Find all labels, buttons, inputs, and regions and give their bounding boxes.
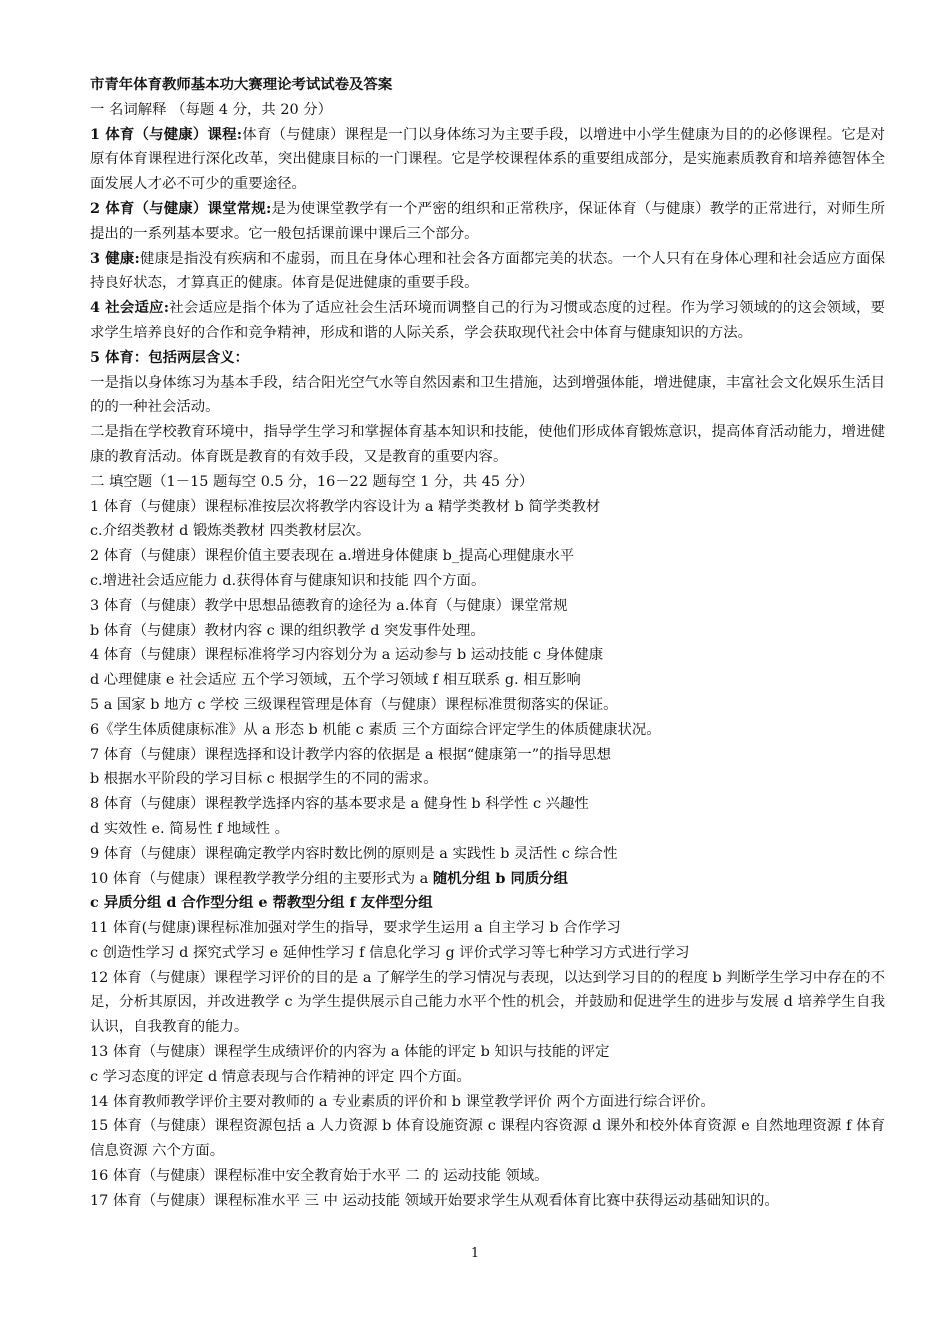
- definition-text: 健康是指没有疾病和不虚弱，而且在身体心理和社会各方面都完美的状态。一个人只有在身体心理和社会适应方面保持良好状态，才算真正的健康。体育是促进健康的重要手段。: [90, 250, 885, 292]
- question-10-prompt: 10 体育（与健康）课程教学教学分组的主要形式为 a: [90, 870, 433, 887]
- question-3-line-1: 3 体育（与健康）教学中思想品德教育的途径为 a.体育（与健康）课堂常规: [90, 597, 568, 614]
- question-7-line-1: 7 体育（与健康）课程选择和设计教学内容的依据是 a 根据“健康第一”的指导思想: [90, 746, 612, 763]
- definition-3: [90, 247, 885, 297]
- question-2-line-1: 2 体育（与健康）课程价值主要表现在 a.增进身体健康 b_提高心理健康水平: [90, 548, 575, 565]
- document-page: [90, 73, 885, 1214]
- question-8-line-2: d 实效性 e. 简易性 f 地域性 。: [90, 820, 289, 837]
- question-6: 6《学生体质健康标准》从 a 形态 b 机能 c 素质 三个方面综合评定学生的体质健康状况。: [90, 721, 661, 738]
- definition-1: [90, 123, 885, 197]
- question-10-line-2: c 异质分组 d 合作型分组 e 帮教型分组 f 友伴型分组: [90, 894, 433, 912]
- question-7-line-2: b 根据水平阶段的学习目标 c 根据学生的不同的需求。: [90, 771, 438, 788]
- question-15: 15 体育（与健康）课程资源包括 a 人力资源 b 体育设施资源 c 课程内容资源 d 课外和校外体育资源 e 自然地理资源 f 体育信息资源 六个方面。: [90, 1118, 885, 1160]
- question-3-line-2: b 体育（与健康）教材内容 c 课的组织教学 d 突发事件处理。: [90, 622, 485, 639]
- question-1-line-2: c.介绍类教材 d 锻炼类教材 四类教材层次。: [90, 523, 371, 540]
- question-4-line-1: 4 体育（与健康）课程标准将学习内容划分为 a 运动参与 b 运动技能 c 身体健康: [90, 647, 604, 664]
- definition-2: [90, 197, 885, 247]
- question-8-line-1: 8 体育（与健康）课程教学选择内容的基本要求是 a 健身性 b 科学性 c 兴趣性: [90, 796, 589, 813]
- question-17: 17 体育（与健康）课程标准水平 三 中 运动技能 领域开始要求学生从观看体育比赛中获得运动基础知识的。: [90, 1192, 779, 1209]
- definition-text: 体育（与健康）课程是一门以身体练习为主要手段，以增进中小学生健康为目的的必修课程。它是对原有体育课程进行深化改革，突出健康目标的一门课程。它是学校课程体系的重要组成部分，是实施素质教育和培养德智体全面发展人才必不可少的重要途径。: [90, 126, 885, 193]
- definition-term: 3 健康:: [90, 249, 140, 267]
- question-4-line-2: d 心理健康 e 社会适应 五个学习领域，五个学习领域 f 相互联系 g. 相互影响: [90, 672, 581, 689]
- section-header-fill-in: 二 填空题（1－15 题每空 0.5 分，16－22 题每空 1 分，共 45 分）: [90, 473, 534, 490]
- page-number: 1: [470, 1246, 480, 1261]
- definition-term: 2 体育（与健康）课堂常规:: [90, 199, 272, 217]
- question-10-line-1: [90, 867, 885, 892]
- question-11-line-2: c 创造性学习 d 探究式学习 e 延伸性学习 f 信息化学习 g 评价式学习等七种学习方式进行学习: [90, 944, 690, 961]
- question-16: 16 体育（与健康）课程标准中安全教育始于水平 二 的 运动技能 领域。: [90, 1168, 549, 1185]
- question-1-line-1: 1 体育（与健康）课程标准按层次将教学内容设计为 a 精学类教材 b 简学类教材: [90, 498, 601, 515]
- question-10-answer: 随机分组 b 同质分组: [432, 869, 569, 887]
- question-9: 9 体育（与健康）课程确定教学内容时数比例的原则是 a 实践性 b 灵活性 c 综合性: [90, 845, 618, 862]
- question-13-line-1: 13 体育（与健康）课程学生成绩评价的内容为 a 体能的评定 b 知识与技能的评定: [90, 1044, 610, 1061]
- definition-4: [90, 296, 885, 346]
- question-12: 12 体育（与健康）课程学习评价的目的是 a 了解学生的学习情况与表现，以达到学习目的的程度 b 判断学生学习中存在的不足，分析其原因，并改进教学 c 为学生提供展示自己能力水平个性的机会，并鼓励和促进学生的进步与发展 d 培养学生自我认识，自我教育的能力。: [90, 969, 885, 1036]
- document-title: 市青年体育教师基本功大赛理论考试试卷及答案: [90, 76, 393, 93]
- definition-term: 4 社会适应:: [90, 299, 170, 317]
- definition-5-term: 5 体育：包括两层含义：: [90, 348, 249, 366]
- definition-term: 1 体育（与健康）课程:: [90, 125, 243, 143]
- question-2-line-2: c.增进社会适应能力 d.获得体育与健康知识和技能 四个方面。: [90, 572, 486, 589]
- question-14: 14 体育教师教学评价主要对教师的 a 专业素质的评价和 b 课堂教学评价 两个方面进行综合评价。: [90, 1093, 715, 1110]
- definition-5-meaning-2: 二是指在学校教育环境中，指导学生学习和掌握体育基本知识和技能，使他们形成体育锻炼意识，提高体育活动能力，增进健康的教育活动。体育既是教育的有效手段，又是教育的重要内容。: [90, 424, 885, 465]
- definition-5-meaning-1: 一是指以身体练习为基本手段，结合阳光空气水等自然因素和卫生措施，达到增强体能，增进健康，丰富社会文化娱乐生活目的的一种社会活动。: [90, 374, 885, 416]
- question-11-line-1: 11 体育(与健康)课程标准加强对学生的指导，要求学生运用 a 自主学习 b 合作学习: [90, 920, 621, 937]
- question-13-line-2: c 学习态度的评定 d 情意表现与合作精神的评定 四个方面。: [90, 1068, 471, 1085]
- section-header-definitions: 一 名词解释 （每题 4 分，共 20 分）: [90, 101, 332, 118]
- question-5: 5 a 国家 b 地方 c 学校 三级课程管理是体育（与健康）课程标准贯彻落实的保证。: [90, 696, 618, 713]
- definition-text: 是为使课堂教学有一个严密的组织和正常秩序，保证体育（与健康）教学的正常进行，对师生所提出的一系列基本要求。它一般包括课前课中课后三个部分。: [90, 200, 885, 242]
- definition-text: 社会适应是指个体为了适应社会生活环境而调整自己的行为习惯或态度的过程。作为学习领域的的这会领域，要求学生培养良好的合作和竞争精神，形成和谐的人际关系，学会获取现代社会中体育与健康知识的方法。: [90, 300, 885, 341]
